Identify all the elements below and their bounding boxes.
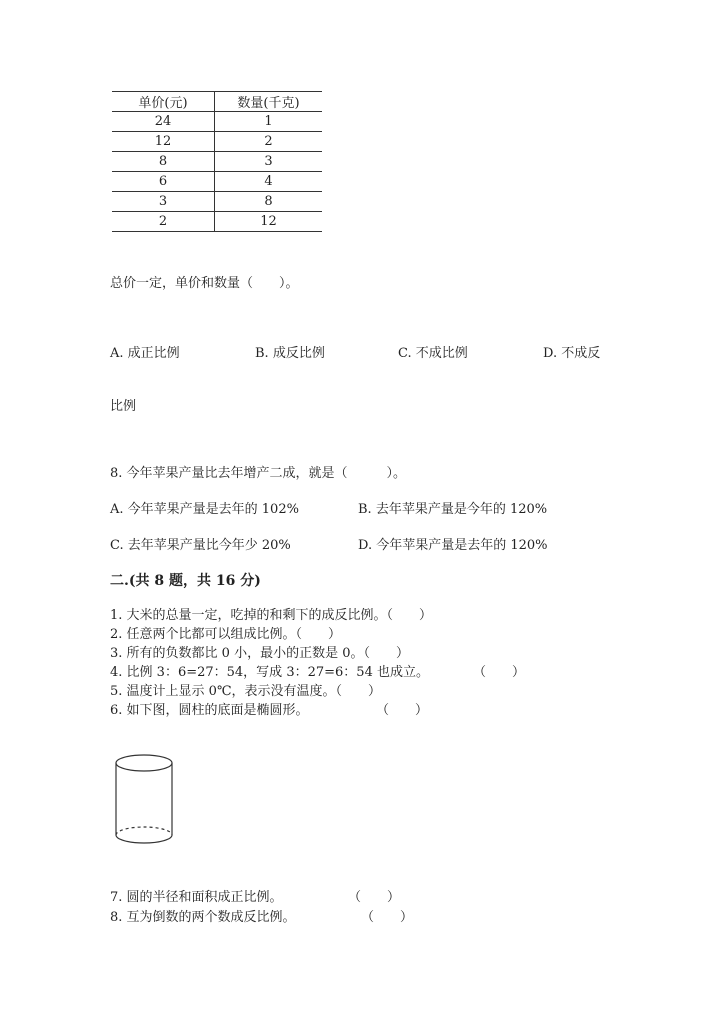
table-row	[112, 112, 322, 132]
cylinder-figure	[112, 752, 176, 848]
judge-item-8: 8. 互为倒数的两个数成反比例。	[110, 910, 296, 925]
judge-item-7: 7. 圆的半径和面积成正比例。	[110, 890, 283, 905]
option-c: C. 不成比例	[398, 346, 468, 361]
judge-item-4: 4. 比例 3：6=27：54，写成 3：27=6：54 也成立。	[110, 665, 429, 680]
section-2-title: 二.(共 8 题，共 16 分)	[110, 573, 261, 589]
question-8-stem: 8. 今年苹果产量比去年增产二成，就是（ ）。	[110, 466, 407, 481]
cell-unit-price: 2	[112, 212, 215, 232]
cell-unit-price: 6	[112, 172, 215, 192]
table-row	[112, 212, 322, 232]
judge-item-6: 6. 如下图，圆柱的底面是椭圆形。	[110, 703, 309, 718]
price-quantity-table	[112, 91, 322, 232]
table-header-row	[112, 92, 322, 112]
q8-option-c: C. 去年苹果产量比今年少 20%	[110, 538, 291, 553]
question-stem: 总价一定，单价和数量（ ）。	[110, 276, 299, 291]
q8-option-a: A. 今年苹果产量是去年的 102%	[110, 502, 299, 517]
cell-quantity: 4	[215, 172, 323, 192]
option-a: A. 成正比例	[110, 346, 180, 361]
answer-paren: （ ）	[473, 665, 526, 680]
cell-unit-price: 24	[112, 112, 215, 132]
answer-paren: （ ）	[376, 703, 429, 718]
judge-item-2: 2. 任意两个比都可以组成比例。（ ）	[110, 627, 342, 642]
q8-option-b: B. 去年苹果产量是今年的 120%	[358, 502, 548, 517]
cell-quantity: 3	[215, 152, 323, 172]
answer-paren: （ ）	[348, 890, 401, 905]
cell-unit-price: 8	[112, 152, 215, 172]
table-row	[112, 192, 322, 212]
header-quantity: 数量(千克)	[215, 92, 323, 112]
judge-item-3: 3. 所有的负数都比 0 小，最小的正数是 0。（ ）	[110, 646, 409, 661]
option-b: B. 成反比例	[255, 346, 325, 361]
q8-option-d: D. 今年苹果产量是去年的 120%	[358, 538, 548, 553]
cell-quantity: 1	[215, 112, 323, 132]
header-unit-price: 单价(元)	[112, 92, 215, 112]
table-row	[112, 132, 322, 152]
option-d: D. 不成反	[543, 346, 601, 361]
cell-quantity: 12	[215, 212, 323, 232]
cell-unit-price: 3	[112, 192, 215, 212]
cell-unit-price: 12	[112, 132, 215, 152]
table-row	[112, 152, 322, 172]
judge-item-5: 5. 温度计上显示 0℃，表示没有温度。（ ）	[110, 684, 381, 699]
cell-quantity: 2	[215, 132, 323, 152]
cell-quantity: 8	[215, 192, 323, 212]
table-row	[112, 172, 322, 192]
judge-item-1: 1. 大米的总量一定，吃掉的和剩下的成反比例。（ ）	[110, 608, 433, 623]
option-d-wrap: 比例	[110, 399, 137, 414]
answer-paren: （ ）	[361, 910, 414, 925]
